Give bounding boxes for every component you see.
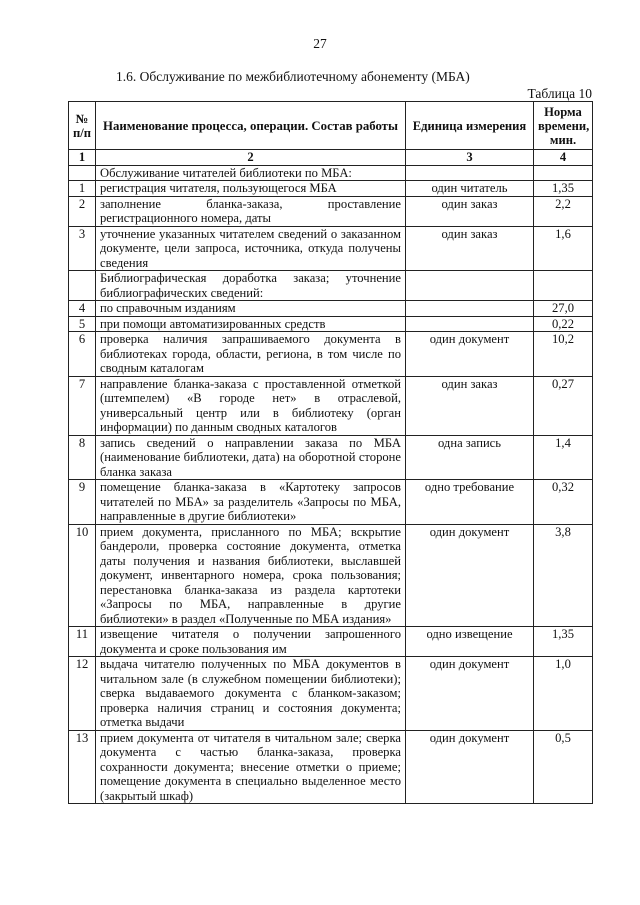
row-number: 4 — [69, 301, 96, 317]
row-operation-name: помещение бланка-заказа в «Картотеку запросов читателей по МБА» за разделитель «Запросы по МБА, направленные в другие библиотеки» — [96, 480, 406, 525]
row-time-norm: 1,35 — [534, 181, 593, 197]
row-unit: один заказ — [406, 376, 534, 435]
table-row — [69, 181, 593, 197]
row-number: 8 — [69, 435, 96, 480]
row-operation-name: направление бланка-заказа с проставленной отметкой (штемпелем) «В городе нет» в отраслевой, универсальный центр или в библиотеку (орган информации) по данным сводных каталогов — [96, 376, 406, 435]
row-unit: один документ — [406, 332, 534, 377]
row-number — [69, 165, 96, 181]
table-row — [69, 627, 593, 657]
row-time-norm: 2,2 — [534, 196, 593, 226]
row-time-norm: 0,22 — [534, 316, 593, 332]
row-time-norm — [534, 271, 593, 301]
row-time-norm: 1,0 — [534, 657, 593, 731]
table-row — [69, 730, 593, 804]
row-unit: один документ — [406, 657, 534, 731]
row-number: 12 — [69, 657, 96, 731]
row-number: 6 — [69, 332, 96, 377]
row-time-norm: 0,27 — [534, 376, 593, 435]
row-unit: одно требование — [406, 480, 534, 525]
row-unit: одно извещение — [406, 627, 534, 657]
row-number: 3 — [69, 226, 96, 271]
table-row — [69, 165, 593, 181]
row-number: 1 — [69, 181, 96, 197]
table-row — [69, 332, 593, 377]
column-index: 4 — [534, 150, 593, 166]
row-operation-name: проверка наличия запрашиваемого документа в библиотеках города, области, региона, в том числе по сводным каталогам — [96, 332, 406, 377]
row-operation-name: извещение читателя о получении запрошенного документа и сроке пользования им — [96, 627, 406, 657]
row-time-norm: 1,6 — [534, 226, 593, 271]
row-operation-name: при помощи автоматизированных средств — [96, 316, 406, 332]
row-operation-name: прием документа от читателя в читальном зале; сверка документа с частью бланка-заказа, проверка сохранности документа; внесение отметки о приеме; помещение документа в специально выделенное место (закрытый шкаф) — [96, 730, 406, 804]
row-unit: одна запись — [406, 435, 534, 480]
row-number: 10 — [69, 524, 96, 627]
section-title: 1.6. Обслуживание по межбиблиотечному абонементу (МБА) — [116, 69, 470, 84]
row-number: 11 — [69, 627, 96, 657]
row-time-norm: 0,32 — [534, 480, 593, 525]
row-unit — [406, 165, 534, 181]
table-row — [69, 435, 593, 480]
row-operation-name: заполнение бланка-заказа, проставление регистрационного номера, даты — [96, 196, 406, 226]
row-unit — [406, 301, 534, 317]
row-number: 9 — [69, 480, 96, 525]
table-row — [69, 480, 593, 525]
column-index-row — [69, 150, 593, 166]
row-time-norm: 1,4 — [534, 435, 593, 480]
row-number: 5 — [69, 316, 96, 332]
table-row — [69, 524, 593, 627]
table-row — [69, 271, 593, 301]
row-operation-name: прием документа, присланного по МБА; вскрытие бандероли, проверка состояние документа, отметка даты получения и названия библиотеки, выславшей документ, инвентарного номера, срока пользования; перестановка бланка-заказа из раздела картотеки «Запросы по МБА, направленные в другие библиотеки» в раздел «Полученные по МБА издания» — [96, 524, 406, 627]
row-operation-name: Обслуживание читателей библиотеки по МБА: — [96, 165, 406, 181]
row-unit: один читатель — [406, 181, 534, 197]
row-time-norm: 10,2 — [534, 332, 593, 377]
row-time-norm — [534, 165, 593, 181]
row-time-norm: 0,5 — [534, 730, 593, 804]
header-unit: Единица измерения — [406, 102, 534, 150]
page-number: 27 — [313, 36, 327, 51]
table-row — [69, 196, 593, 226]
row-unit: один заказ — [406, 196, 534, 226]
row-number: 7 — [69, 376, 96, 435]
table-row — [69, 226, 593, 271]
row-time-norm: 3,8 — [534, 524, 593, 627]
row-operation-name: выдача читателю полученных по МБА документов в читальном зале (в служебном помещении библиотеки); сверка выдаваемого документа с бланком-заказом; проверка наличия страниц и состояния документа; отметка выдачи — [96, 657, 406, 731]
row-unit: один документ — [406, 730, 534, 804]
row-unit: один документ — [406, 524, 534, 627]
row-unit — [406, 271, 534, 301]
norms-table — [68, 101, 593, 804]
column-index: 2 — [96, 150, 406, 166]
row-time-norm: 27,0 — [534, 301, 593, 317]
row-operation-name: запись сведений о направлении заказа по МБА (наименование библиотеки, дата) на оборотной стороне бланка заказа — [96, 435, 406, 480]
column-index: 3 — [406, 150, 534, 166]
row-unit: один заказ — [406, 226, 534, 271]
row-number: 13 — [69, 730, 96, 804]
header-name: Наименование процесса, операции. Состав работы — [96, 102, 406, 150]
header-norm: Норма времени, мин. — [534, 102, 593, 150]
header-num: № п/п — [69, 102, 96, 150]
row-operation-name: уточнение указанных читателем сведений о заказанном документе, цели запроса, источника, откуда получены сведения — [96, 226, 406, 271]
row-time-norm: 1,35 — [534, 627, 593, 657]
row-unit — [406, 316, 534, 332]
table-caption: Таблица 10 — [527, 86, 592, 101]
table-header-row — [69, 102, 593, 150]
row-operation-name: Библиографическая доработка заказа; уточнение библиографических сведений: — [96, 271, 406, 301]
table-row — [69, 301, 593, 317]
row-number: 2 — [69, 196, 96, 226]
table-row — [69, 657, 593, 731]
row-operation-name: по справочным изданиям — [96, 301, 406, 317]
column-index: 1 — [69, 150, 96, 166]
row-operation-name: регистрация читателя, пользующегося МБА — [96, 181, 406, 197]
table-row — [69, 376, 593, 435]
table-row — [69, 316, 593, 332]
row-number — [69, 271, 96, 301]
